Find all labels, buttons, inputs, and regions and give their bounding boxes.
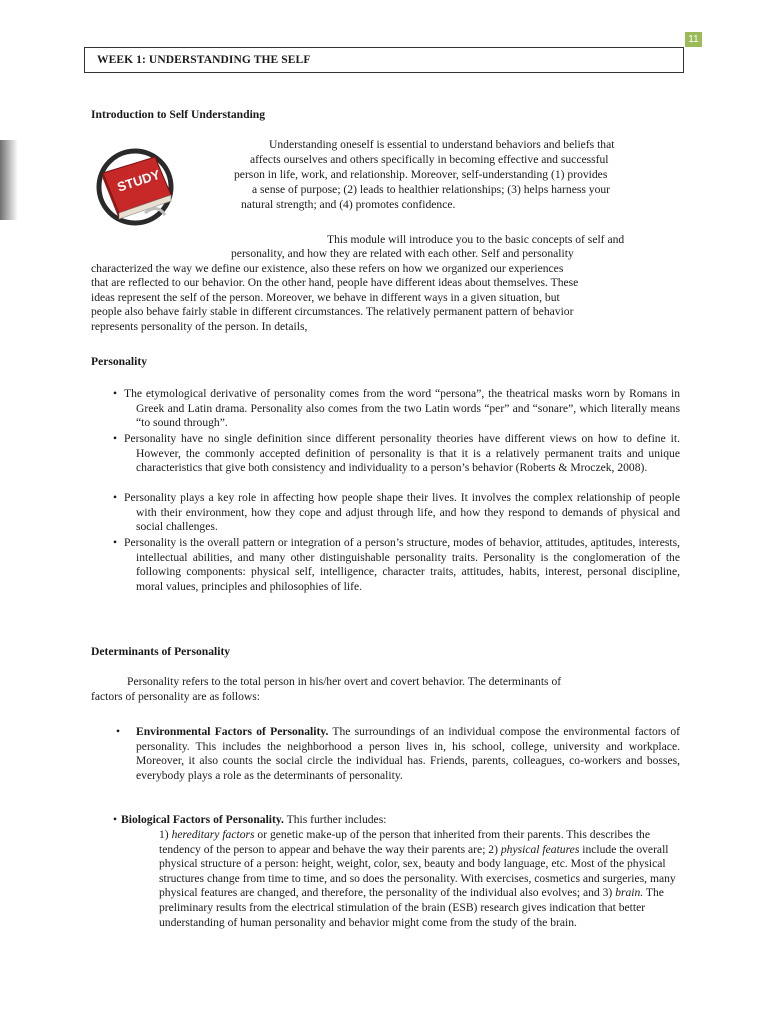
bio-detail-hereditary: hereditary factors — [171, 828, 255, 841]
week-title: WEEK 1: UNDERSTANDING THE SELF — [97, 54, 311, 66]
biological-factors-item — [121, 813, 386, 828]
personality-bullet — [124, 491, 680, 535]
bullet-icon: • — [113, 387, 118, 400]
study-logo-text: STUDY — [115, 166, 162, 195]
intro-para1-line: a sense of purpose; (2) leads to healthier relationships; (3) helps harness your — [252, 183, 611, 196]
bullet-icon: • — [113, 432, 118, 445]
bio-detail-text: The preliminary results from the electrical stimulation of the brain (ESB) research gives indication that better understanding of human personality and behavior might come from the study of the brain. — [159, 886, 664, 929]
bio-detail-text: include the overall physical structure of a person: height, weight, color, sex, beauty and body language, etc. Most of the physical structures change from time to time, and so does the personality. With exercises, cosmetics and surgeries, many physical features are changed, and therefore, the personality of the individual also evolves; and 3) — [159, 842, 676, 900]
bullet-icon: • — [113, 536, 118, 549]
bullet-icon: • — [113, 813, 118, 826]
bio-detail-physical: physical features — [500, 842, 580, 856]
intro-heading: Introduction to Self Understanding — [91, 108, 266, 121]
intro-para2-line: personality, and how they are related with each other. Self and personality — [231, 247, 574, 260]
bio-detail-brain: brain. — [615, 886, 644, 900]
biological-factors-text: This further includes: — [283, 813, 387, 826]
determinants-intro-line: Personality refers to the total person in his/her overt and covert behavior. The determinants of — [127, 675, 562, 688]
personality-bullet — [124, 536, 680, 594]
week-title-box — [84, 47, 684, 73]
scan-shadow — [0, 140, 18, 220]
biological-factors-title: Biological Factors of Personality. — [121, 813, 284, 826]
personality-bullet-text: Personality have no single definition since different personality theories have different views on how to define it. However, the commonly accepted definition of personality is that it is a relatively permanent traits and unique characteristics that give both consistency and individuality to a person’s behavior (Roberts & Mroczek, 2008). — [124, 432, 680, 475]
bullet-icon: • — [116, 725, 121, 738]
intro-para1-line: Understanding oneself is essential to understand behaviors and beliefs that — [269, 138, 615, 151]
determinants-intro-line: factors of personality are as follows: — [91, 690, 261, 703]
personality-bullet-text: Personality is the overall pattern or integration of a person’s structure, modes of behavior, attitudes, aptitudes, interests, intellectual abilities, and many other distinguishable personality traits. Personality is the conglomeration of the following components: physical self, intelligence, character traits, attitudes, habits, interest, personal discipline, moral values, principles and philosophies of life. — [124, 536, 680, 593]
personality-bullet — [124, 387, 680, 431]
intro-para2-line: people also behave fairly stable in different circumstances. The relatively permanent pattern of behavior — [91, 305, 574, 318]
intro-para2-line: ideas represent the self of the person. Moreover, we behave in different ways in a given situation, but — [91, 291, 560, 304]
biological-factors-detail — [159, 828, 680, 930]
intro-para2-line: characterized the way we define our existence, also these refers on how we organized our experiences — [91, 262, 564, 275]
bio-detail-text: or genetic make-up of the person that inherited from their parents. This describes the tendency of the person to appear and behave the way their parents are; 2) — [159, 828, 650, 856]
environmental-factors-item — [136, 725, 680, 783]
intro-para1-line: natural strength; and (4) promotes confidence. — [241, 198, 456, 211]
intro-para1-line: affects ourselves and others specifically in becoming effective and successful — [250, 153, 609, 166]
determinants-heading: Determinants of Personality — [91, 645, 231, 658]
page-number-badge: 11 — [685, 32, 702, 47]
intro-para1-line: person in life, work, and relationship. Moreover, self-understanding (1) provides — [234, 168, 608, 181]
environmental-factors-title: Environmental Factors of Personality. — [136, 725, 329, 738]
bullet-icon: • — [113, 491, 118, 504]
personality-heading: Personality — [91, 355, 148, 368]
personality-bullet — [124, 432, 680, 476]
personality-bullet-text: Personality plays a key role in affecting how people shape their lives. It involves the complex relationship of people with their environment, how they cope and adjust through life, and how they respond to demands of physical and social challenges. — [124, 491, 680, 534]
intro-para2-line: represents personality of the person. In details, — [91, 320, 308, 333]
personality-bullet-text: The etymological derivative of personality comes from the word “persona”, the theatrical masks worn by Romans in Greek and Latin drama. Personality also comes from the two Latin words “per” and “sonare”, which literally means “to sound through”. — [124, 387, 680, 430]
intro-para2-line: that are reflected to our behavior. On the other hand, people have different ideas about themselves. These — [91, 276, 579, 289]
study-book-logo — [85, 143, 180, 228]
intro-para2-line: This module will introduce you to the basic concepts of self and — [327, 233, 625, 246]
bio-detail-text: 1) — [159, 828, 172, 841]
environmental-factors-text: The surroundings of an individual compose the environmental factors of personality. This includes the neighborhood a person lives in, his school, college, university and workplace. Moreover, it also counts the social circle the individual has. Friends, parents, colleagues, co-workers and bosses, everybody plays a role as the determinants of personality. — [136, 725, 680, 782]
